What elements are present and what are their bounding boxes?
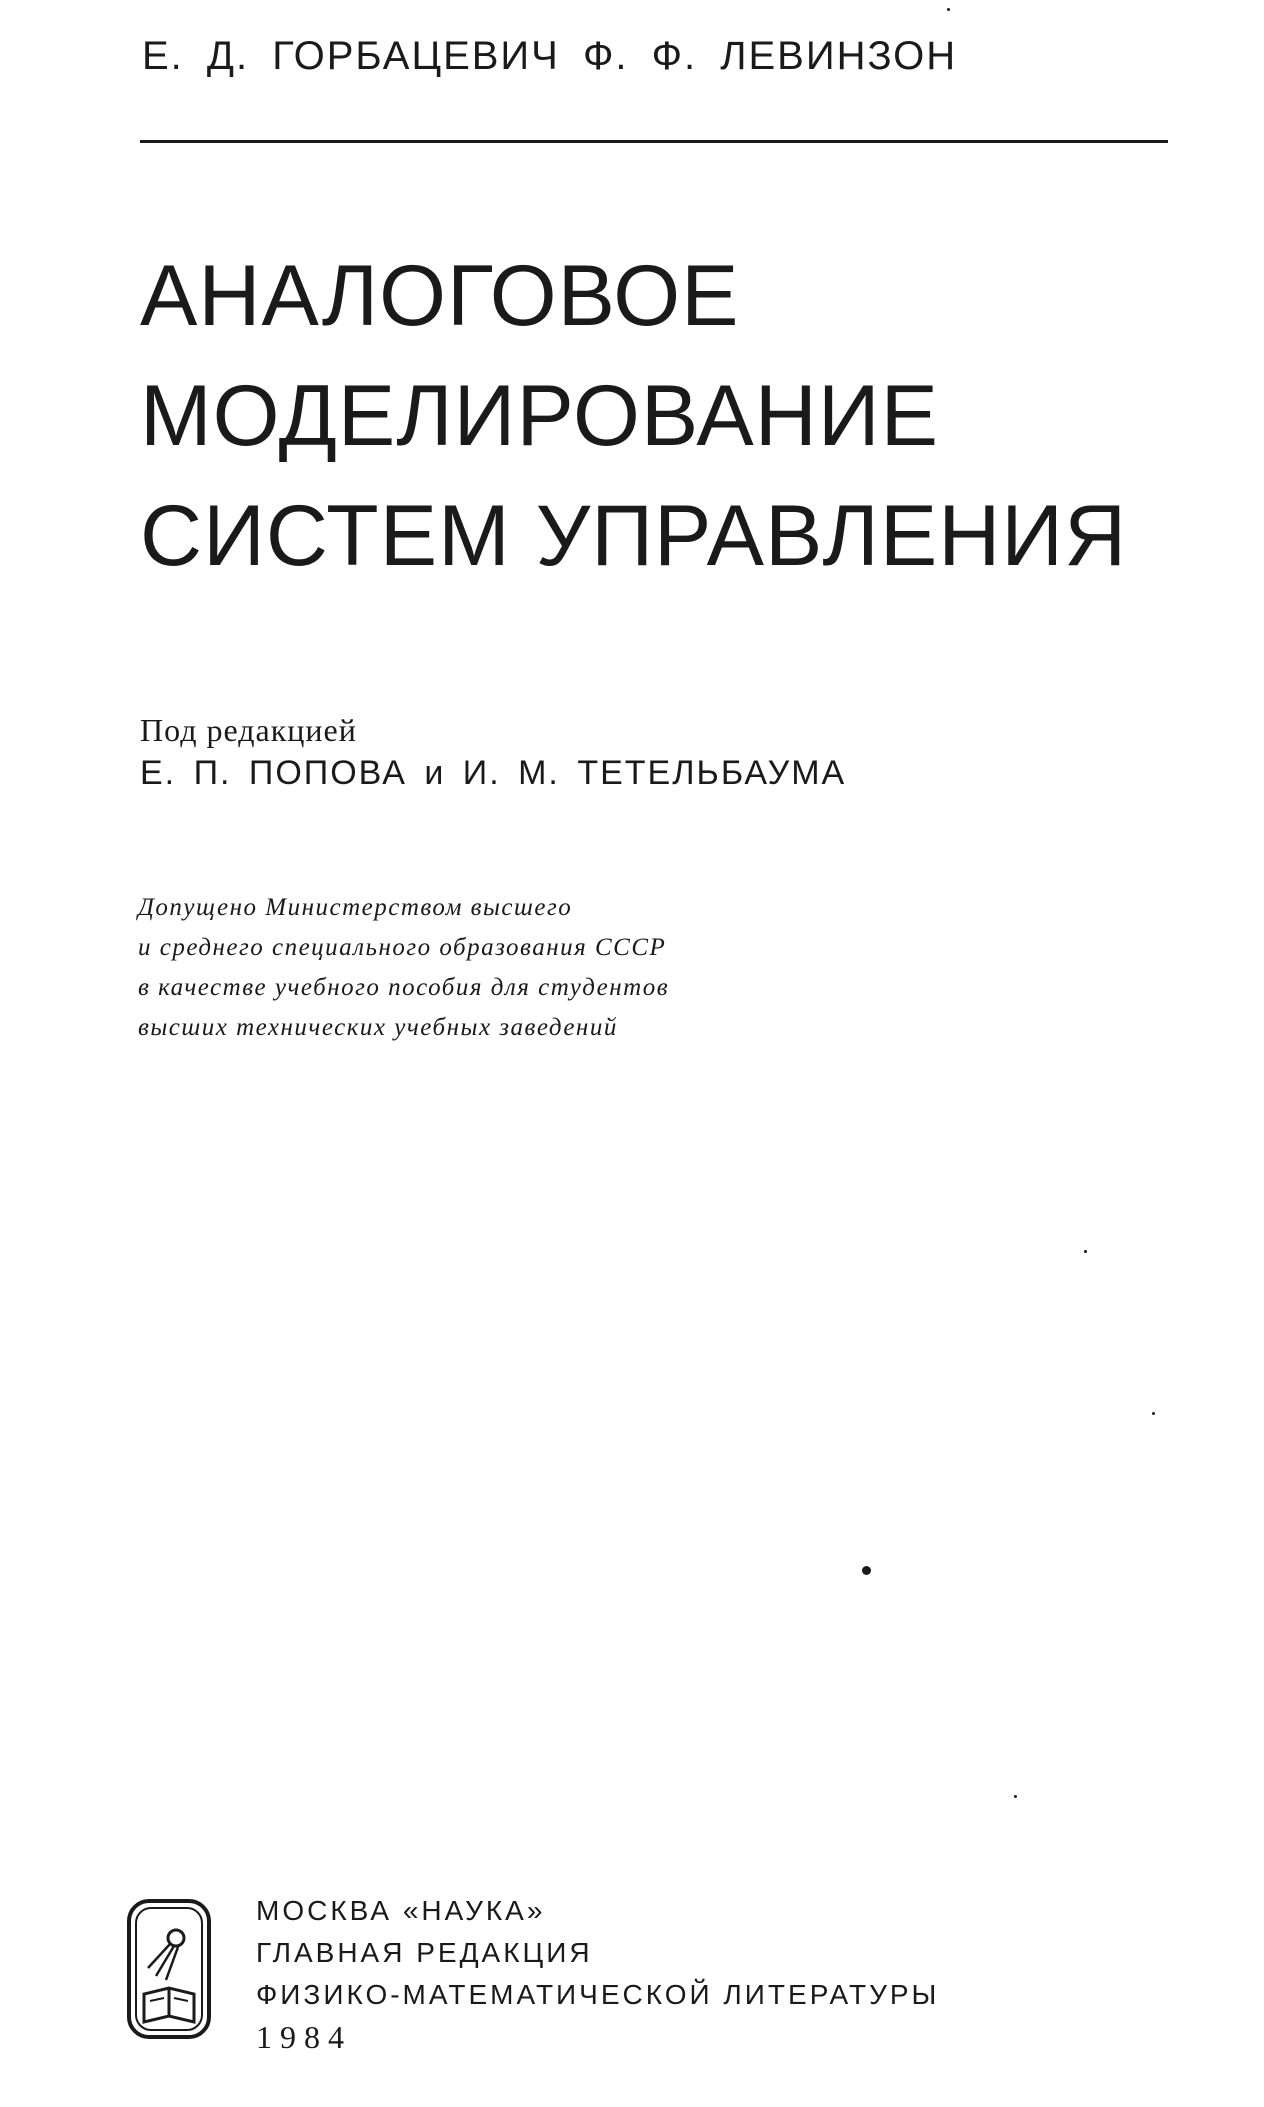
ministry-approval: [138, 888, 669, 1048]
scan-speck: [947, 8, 950, 11]
approval-line-3: в качестве учебного пособия для студентов: [138, 974, 670, 1001]
scan-speck: [862, 1566, 871, 1575]
divider-rule: [140, 140, 1168, 143]
approval-line-2: и среднего специального образования СССР: [138, 934, 667, 961]
book-title: [140, 236, 1127, 596]
editorship-lead: Под редакцией: [140, 712, 357, 748]
publisher-line-2: ГЛАВНАЯ РЕДАКЦИЯ: [256, 1937, 593, 1968]
title-line-2: МОДЕЛИРОВАНИЕ: [140, 368, 940, 464]
title-line-1: АНАЛОГОВОЕ: [140, 248, 740, 344]
editors: Е. П. ПОПОВА и И. М. ТЕТЕЛЬБАУМА: [140, 754, 847, 792]
title-line-3: СИСТЕМ УПРАВЛЕНИЯ: [140, 488, 1128, 584]
publication-year: 1984: [256, 2019, 352, 2055]
scan-speck: [1152, 1412, 1155, 1415]
approval-line-1: Допущено Министерством высшего: [138, 894, 573, 921]
scan-speck: [1084, 1250, 1087, 1253]
nauka-publisher-logo-icon: [126, 1898, 212, 2040]
authors: Е. Д. ГОРБАЦЕВИЧ Ф. Ф. ЛЕВИНЗОН: [142, 34, 958, 78]
publisher-line-1: МОСКВА «НАУКА»: [256, 1895, 546, 1926]
approval-line-4: высших технических учебных заведений: [138, 1014, 618, 1041]
publisher-line-3: ФИЗИКО-МАТЕМАТИЧЕСКОЙ ЛИТЕРАТУРЫ: [256, 1979, 940, 2010]
publisher-block: [256, 1890, 939, 2058]
scan-speck: [1014, 1795, 1017, 1798]
